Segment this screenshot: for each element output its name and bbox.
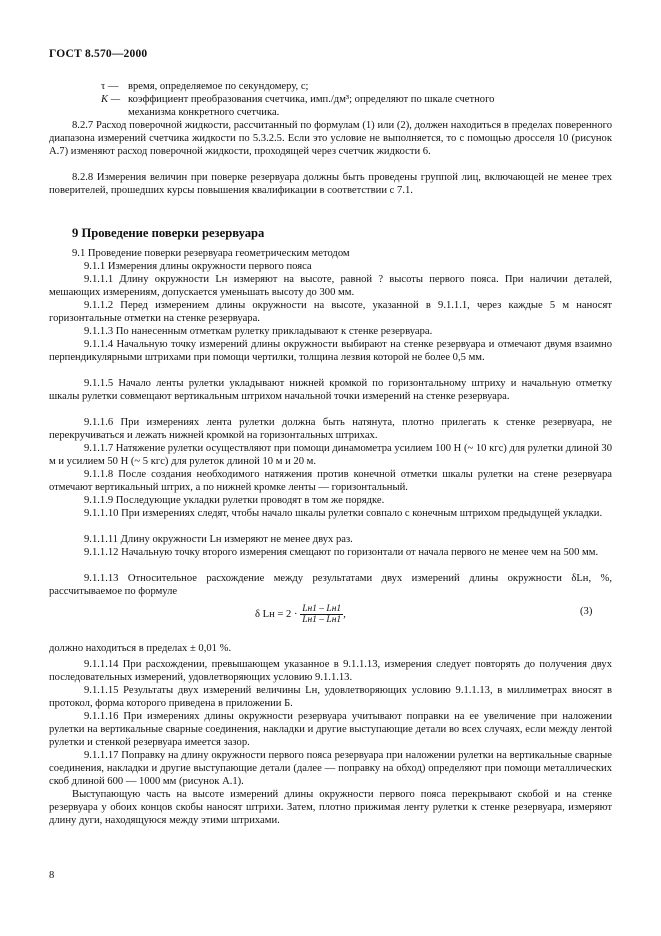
paragraph-8-2-7: 8.2.7 Расход поверочной жидкости, рассчитанный по формулам (1) или (2), должен находиться в пределах поверенного диапазона измерений счетчика жидкости по 5.3.2.5. Если это условие не выполняется, то с помощью дросселя 10 (рисунок А.7) изменяют расход поверочной жидкости, проходящей через счетчик жидкости 6. xyxy=(49,120,612,158)
def-text-k-cont: механизма конкретного счетчика. xyxy=(128,107,280,118)
paragraph-9-1-1-4: 9.1.1.4 Начальную точку измерений длины окружности выбирают на стенке резервуара и отмечают двумя взаимно перпендикулярными штрихами при помощи чертилки, толщина лезвия которой не более 0,5 мм. xyxy=(49,339,612,364)
paragraph-9-1-1-5: 9.1.1.5 Начало ленты рулетки укладывают нижней кромкой по горизонтальному штриху и начальную отметку шкалы рулетки совмещают вертикальным штрихом начальной точки измерений на стенке резервуара. xyxy=(49,378,612,403)
paragraph-9-1-1-16: 9.1.1.16 При измерениях длины окружности резервуара учитывают поправки на ее увеличение при наложении рулетки на вертикальные сварные соединения, накладки и другие выступающие детали во всех случаях, если между лентой рулетки и стенкой резервуара имеется зазор. xyxy=(49,711,612,749)
paragraph-9-1-1-7: 9.1.1.7 Натяжение рулетки осуществляют при помощи динамометра усилием 100 Н (~ 10 кгс) для рулетки длиной 30 м и усилием 50 Н (~ 5 кгс) для рулеток длиной 10 м и 20 м. xyxy=(49,443,612,468)
formula-tail: , xyxy=(343,608,346,620)
page-number: 8 xyxy=(49,870,55,881)
paragraph-9-1-1-2: 9.1.1.2 Перед измерением длины окружности на высоте, указанной в 9.1.1.1, через каждые 5 м наносят горизонтальные отметки на стенке резервуара. xyxy=(49,300,612,325)
document-header: ГОСТ 8.570—2000 xyxy=(49,48,148,60)
paragraph-9-1-1-6: 9.1.1.6 При измерениях лента рулетки должна быть натянута, плотно прилегать к стенке резервуара, не перекручиваться и лежать нижней кромкой на горизонтальных штрихах. xyxy=(49,417,612,442)
paragraph-9-1-1: 9.1.1 Измерения длины окружности первого пояса xyxy=(84,261,312,272)
paragraph-8-2-8: 8.2.8 Измерения величин при поверке резервуара должны быть проведены группой лиц, включающей не менее трех поверителей, прошедших курсы повышения квалификации в соответствии с 7.1. xyxy=(49,172,612,197)
paragraph-9-1-1-11: 9.1.1.11 Длину окружности Lн измеряют не менее двух раз. xyxy=(84,534,353,545)
paragraph-9-1-1-15: 9.1.1.15 Результаты двух измерений величины Lн, удовлетворяющих условию 9.1.1.13, в миллиметрах вносят в протокол, форма которого приведена в приложении Б. xyxy=(49,685,612,710)
formula-lhs: δ Lн = 2 · xyxy=(255,608,298,620)
equation-number: (3) xyxy=(580,606,593,617)
def-symbol-k: K — xyxy=(101,94,121,105)
paragraph-9-1-1-8: 9.1.1.8 После создания необходимого натяжения против конечной отметки шкалы рулетки на стене резервуара отмечают вертикальный штрих, а по нижней кромке ленты — горизонтальный. xyxy=(49,469,612,494)
paragraph-9-1-1-1: 9.1.1.1 Длину окружности Lн измеряют на высоте, равной ? высоты первого пояса. При наличии деталей, мешающих измерениям, допускается уменьшать высоту до 300 мм. xyxy=(49,274,612,299)
paragraph-9-1-1-10: 9.1.1.10 При измерениях следят, чтобы начало шкалы рулетки совпало с конечным штрихом предыдущей укладки. xyxy=(84,508,603,519)
formula-denominator: Lн1 – Lн1 xyxy=(302,615,342,625)
paragraph-9-1: 9.1 Проведение поверки резервуара геометрическим методом xyxy=(72,248,350,259)
paragraph-9-1-1-12: 9.1.1.12 Начальную точку второго измерения смещают по горизонтали от начала первого не менее чем на 500 мм. xyxy=(84,547,599,558)
formula-numerator: Lн1 – Lн1 xyxy=(302,604,342,614)
formula-fraction xyxy=(300,604,343,625)
def-text-k: коэффициент преобразования счетчика, имп./дм³; определяют по шкале счетного xyxy=(128,94,495,105)
paragraph-9-1-1-17: 9.1.1.17 Поправку на длину окружности первого пояса резервуара при наложении рулетки на вертикальные сварные соединения, накладки и другие выступающие детали (далее — поправку на обход) определяют при помощи металлических скоб длиной 600 — 1000 мм (рисунок А.1). xyxy=(49,750,612,788)
paragraph-9-1-1-14: 9.1.1.14 При расхождении, превышающем указанное в 9.1.1.13, измерения следует повторять до получения двух последовательных измерений, удовлетворяющих условию 9.1.1.13. xyxy=(49,659,612,684)
section-heading-9: 9 Проведение поверки резервуара xyxy=(72,226,265,240)
paragraph-9-1-1-3: 9.1.1.3 По нанесенным отметкам рулетку прикладывают к стенке резервуара. xyxy=(84,326,433,337)
def-text-tau: время, определяемое по секундомеру, с; xyxy=(128,81,309,92)
paragraph-last: Выступающую часть на высоте измерений длины окружности первого пояса перекрывают скобой и на стенке резервуара у обоих концов скобы наносят штрихи. Затем, плотно прижимая ленту рулетки к стенке резервуара, измеряют длину дуги, находящуюся между этими штрихами. xyxy=(49,789,612,827)
formula-3 xyxy=(255,604,346,625)
paragraph-9-1-1-13: 9.1.1.13 Относительное расхождение между результатами двух измерений длины окружности δLн, %, рассчитываемое по формуле xyxy=(49,573,612,598)
def-symbol-tau: τ — xyxy=(101,81,119,92)
paragraph-9-1-1-9: 9.1.1.9 Последующие укладки рулетки проводят в том же порядке. xyxy=(84,495,385,506)
paragraph-limit: должно находиться в пределах ± 0,01 %. xyxy=(49,643,232,654)
